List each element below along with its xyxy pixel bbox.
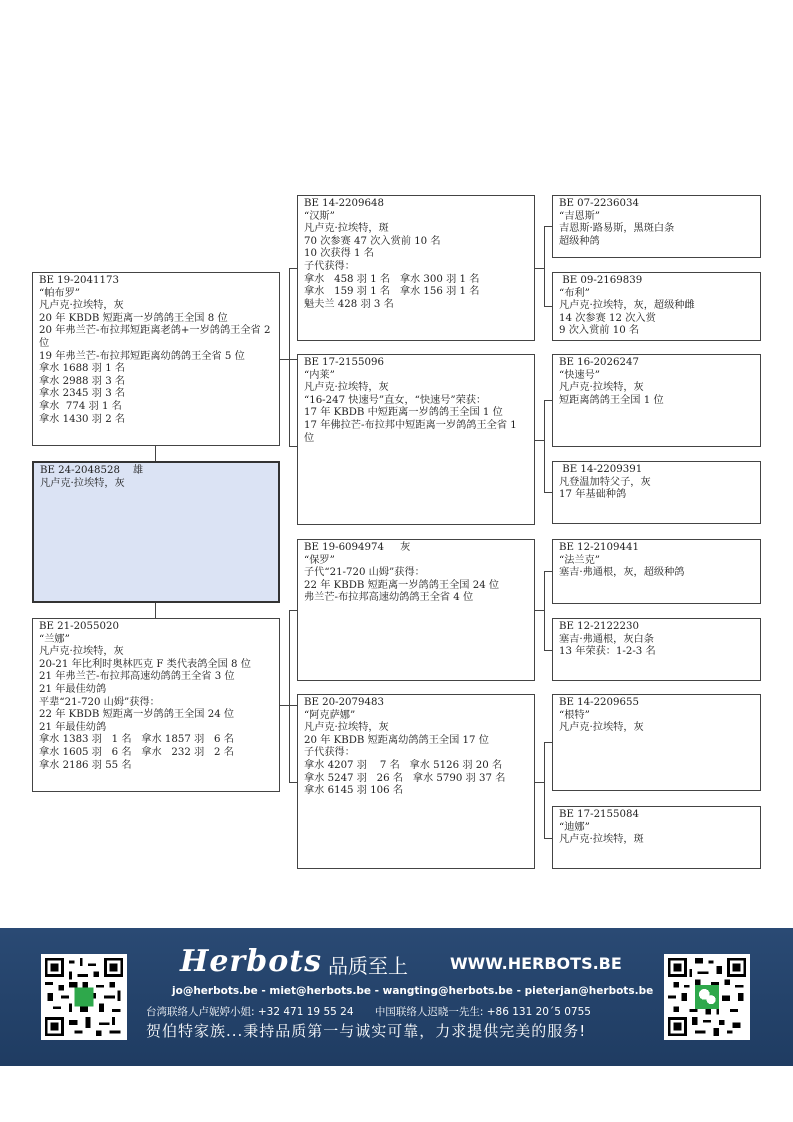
card-line: BE 20-2079483 [304, 697, 384, 708]
connector-line [155, 446, 156, 461]
connector-line [289, 446, 297, 447]
card-line: 凡登温加特父子，灰 [559, 476, 651, 488]
card-line: “内莱” [304, 369, 335, 381]
connector-line [535, 268, 544, 269]
card-line: 21 年弗兰芒-布拉邦高速幼鸽鸽王全省 3 位 [39, 671, 235, 683]
card-line: BE 07-2236034 [559, 198, 639, 209]
connector-line [544, 571, 552, 572]
connector-line [544, 226, 545, 306]
card-line: 吉恩斯·路易斯，黑斑白条 [559, 223, 675, 235]
connector-line [544, 742, 552, 743]
connector-line [535, 782, 544, 783]
connector-line [289, 610, 297, 611]
dam-sire-card [297, 539, 535, 681]
card-line: BE 14-2209655 [559, 697, 639, 708]
sire-card [32, 272, 280, 446]
connector-line [544, 400, 552, 401]
card-line: 凡卢克·拉埃特，斑 [559, 834, 644, 846]
connector-line [289, 782, 297, 783]
card-line: 凡卢克·拉埃特，斑 [304, 223, 389, 235]
dam-dam-card [297, 694, 535, 869]
card-line: BE 17-2155096 [304, 357, 384, 368]
sire-sire-sire-card [552, 195, 761, 258]
card-line: 17 年基础种鸽 [559, 489, 627, 501]
card-line: 拿水 1605 羽 6 名 拿水 232 羽 2 名 [39, 746, 234, 758]
card-line: 凡卢克·拉埃特，灰 [559, 722, 644, 734]
card-line: 拿水 159 羽 1 名 拿水 156 羽 1 名 [304, 286, 480, 298]
connector-line [289, 268, 290, 446]
sire-sire-dam-card [552, 272, 761, 341]
card-line: BE 14-2209391 [559, 464, 643, 475]
card-line: 凡卢克·拉埃特，灰 [39, 646, 124, 658]
connector-line [155, 603, 156, 618]
card-line: 子代“21-720 山姆”获得： [304, 567, 425, 579]
card-line: 拿水 1688 羽 1 名 [39, 363, 126, 375]
card-line: “法兰克” [559, 554, 600, 566]
connector-line [544, 400, 545, 492]
contact-taiwan: 台湾联络人卢妮婷小姐: +32 471 19 55 24 [146, 1006, 354, 1018]
card-line: BE 24-2048528 雄 [40, 465, 144, 476]
connector-line [535, 610, 544, 611]
card-line: 17 年佛拉芒-布拉邦中短距离一岁鸽鸽王全省 1 位 [304, 419, 520, 444]
sire-dam-sire-card [552, 354, 761, 447]
card-line: BE 19-2041173 [39, 275, 119, 286]
company-motto: 贺伯特家族...秉持品质第一与诚实可靠，力求提供完美的服务! [146, 1022, 587, 1040]
email-addresses[interactable]: jo@herbots.be - miet@herbots.be - wangting@herbots.be - pieterjan@herbots.be [172, 985, 654, 997]
card-line: 拿水 1383 羽 1 名 拿水 1857 羽 6 名 [39, 734, 234, 746]
connector-line [289, 610, 290, 782]
card-line: BE 17-2155084 [559, 809, 639, 820]
contact-numbers [146, 1004, 609, 1019]
card-line: “阿克萨娜” [304, 709, 356, 721]
connector-line [544, 306, 552, 307]
card-line: BE 16-2026247 [559, 357, 639, 368]
card-line: “兰娜” [39, 633, 70, 645]
dam-card [32, 618, 280, 792]
card-line: 10 次获得 1 名 [304, 248, 374, 260]
connector-line [544, 650, 552, 651]
card-line: 70 次参赛 47 次入赏前 10 名 [304, 235, 441, 247]
brand-header [180, 946, 620, 980]
card-line: BE 12-2122230 [559, 621, 639, 632]
dam-dam-dam-card [552, 806, 761, 869]
connector-line [544, 226, 552, 227]
dam-sire-dam-card [552, 618, 761, 681]
contact-china: 中国联络人迟晓一先生: +86 131 20´5 0755 [374, 1006, 591, 1018]
card-line: 平辈“21-720 山姆”获得： [39, 696, 160, 708]
sire-sire-card [297, 195, 535, 341]
card-line: 9 次入赏前 10 名 [559, 325, 640, 337]
card-line: 凡卢克·拉埃特，灰 [39, 300, 124, 312]
card-line: 19 年弗兰芒-布拉邦短距离幼鸽鸽王全省 5 位 [39, 350, 245, 362]
card-line: 魁夫兰 428 羽 3 名 [304, 298, 394, 310]
card-line: BE 21-2055020 [39, 621, 119, 632]
card-line: 20-21 年比利时奥林匹克 F 类代表鸽全国 8 位 [39, 658, 251, 670]
card-line: BE 09-2169839 [559, 275, 643, 286]
card-line: 拿水 6145 羽 106 名 [304, 785, 404, 797]
connector-line [544, 571, 545, 650]
card-line: BE 14-2209648 [304, 198, 384, 209]
connector-line [289, 268, 297, 269]
card-line: 拿水 2345 羽 3 名 [39, 388, 126, 400]
card-line: 塞吉·弗通根，灰白条 [559, 633, 654, 645]
card-line: 子代获得： [304, 747, 355, 759]
sire-dam-dam-card [552, 461, 761, 524]
card-line: 超级种鸽 [559, 235, 600, 247]
card-line: 子代获得： [304, 260, 355, 272]
connector-line [544, 838, 552, 839]
card-line: BE 19-6094974 灰 [304, 542, 411, 553]
qr-code-icon [41, 954, 127, 1040]
card-line: 短距离鸽鸽王全国 1 位 [559, 394, 664, 406]
sire-dam-card [297, 354, 535, 525]
card-line: 22 年 KBDB 短距离一岁鸽鸽王全国 24 位 [39, 709, 235, 721]
card-line: 13 年荣获：1-2-3 名 [559, 646, 656, 658]
website-link[interactable]: WWW.HERBOTS.BE [450, 954, 622, 973]
card-line: 14 次参赛 12 次入赏 [559, 312, 656, 324]
card-line: 凡卢克·拉埃特，灰 [40, 477, 125, 489]
connector-line [535, 440, 544, 441]
card-line: 20 年弗兰芒-布拉邦短距离老鸽+一岁鸽鸽王全省 2 位 [39, 325, 274, 349]
herbots-logo: Herbots [180, 944, 322, 979]
dam-dam-sire-card [552, 694, 761, 791]
dam-sire-sire-card [552, 539, 761, 604]
card-line: 拿水 2988 羽 3 名 [39, 375, 126, 387]
card-line: 拿水 1430 羽 2 名 [39, 413, 126, 425]
card-line: “保罗” [304, 554, 335, 566]
card-line: 拿水 2186 羽 55 名 [39, 759, 132, 771]
connector-line [544, 742, 545, 838]
card-line: 凡卢克·拉埃特，灰 [304, 382, 389, 394]
card-line: 拿水 774 羽 1 名 [39, 400, 122, 412]
card-line: 17 年 KBDB 中短距离一岁鸽鸽王全国 1 位 [304, 407, 503, 419]
footer-banner [0, 928, 793, 1066]
card-line: “布利” [559, 287, 590, 299]
card-line: “根特” [559, 709, 590, 721]
connector-line [544, 492, 552, 493]
wechat-qr-code-icon [664, 954, 750, 1040]
card-line: 21 年最佳幼鸽 [39, 683, 107, 695]
card-line: 凡卢克·拉埃特，灰，超级种雌 [559, 300, 695, 312]
card-line: 20 年 KBDB 短距离一岁鸽鸽王全国 8 位 [39, 312, 228, 324]
card-line: “吉恩斯” [559, 210, 600, 222]
card-line: 塞吉·弗通根，灰，超级种鸽 [559, 567, 685, 579]
card-line: “快速号” [559, 369, 600, 381]
card-line: 20 年 KBDB 短距离幼鸽鸽王全国 17 位 [304, 734, 489, 746]
card-line: 拿水 458 羽 1 名 拿水 300 羽 1 名 [304, 273, 480, 285]
card-line: 21 年最佳幼鸽 [39, 721, 107, 733]
card-line: 22 年 KBDB 短距离一岁鸽鸽王全国 24 位 [304, 579, 500, 591]
brand-slogan: 品质至上 [328, 954, 408, 978]
card-line: 拿水 4207 羽 7 名 拿水 5126 羽 20 名 [304, 759, 503, 771]
card-line: 拿水 5247 羽 26 名 拿水 5790 羽 37 名 [304, 772, 506, 784]
card-line: 弗兰芒-布拉邦高速幼鸽鸽王全省 4 位 [304, 592, 474, 604]
card-line: BE 12-2109441 [559, 542, 639, 553]
card-line: 凡卢克·拉埃特，灰 [559, 382, 644, 394]
card-line: “16-247 快速号”直女，“快速号”荣获： [304, 394, 487, 406]
card-line: “帕布罗” [39, 287, 80, 299]
card-line: “迪娜” [559, 821, 590, 833]
subject-pigeon-card [32, 461, 280, 603]
card-line: 凡卢克·拉埃特，灰 [304, 722, 389, 734]
card-line: “汉斯” [304, 210, 335, 222]
